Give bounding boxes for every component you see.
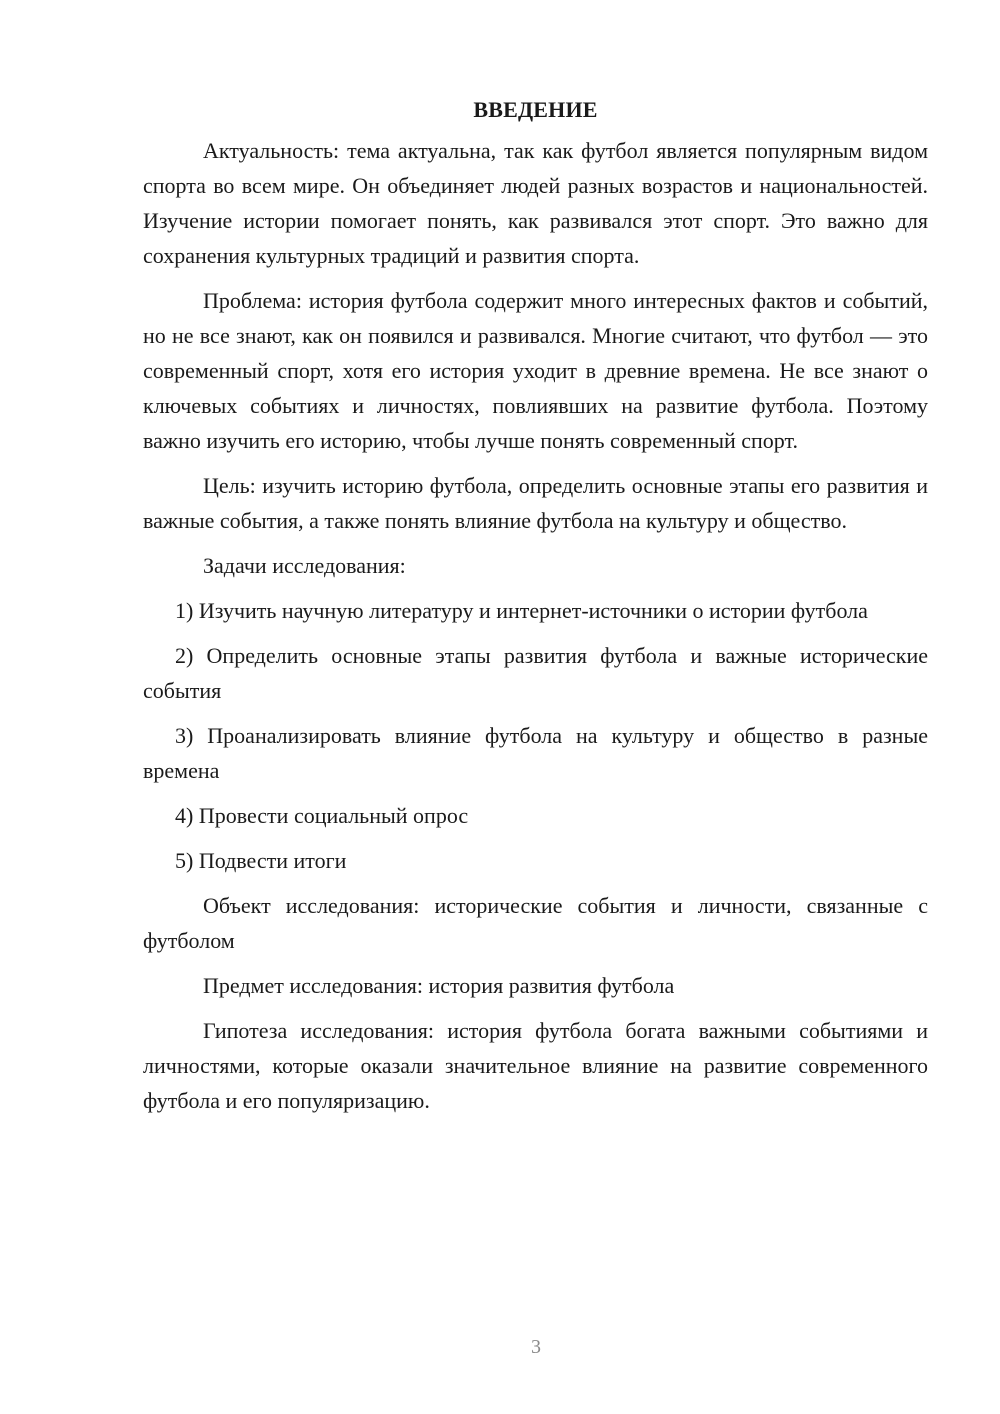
paragraph-hypothesis: Гипотеза исследования: история футбола богата важными событиями и личностями, которые оказали значительное влияние на развитие современного футбола и его популяризацию. [143, 1018, 928, 1113]
paragraph-problem: Проблема: история футбола содержит много интересных фактов и событий, но не все знают, как он появился и развивался. Многие считают, что футбол — это современный спорт, хотя его история уходит в древние времена. Не все знают о ключевых событиях и личностях, повлиявших на развитие футбола. Поэтому важно изучить его историю, чтобы лучше понять современный спорт. [143, 288, 928, 453]
paragraph-subject: Предмет исследования: история развития футбола [203, 973, 675, 998]
task-item: 5) Подвести итоги [175, 848, 347, 873]
page-number: 3 [531, 1336, 541, 1358]
section-heading: ВВЕДЕНИЕ [473, 97, 598, 122]
task-item: 2) Определить основные этапы развития футбола и важные исторические события [143, 643, 928, 703]
task-item: 1) Изучить научную литературу и интернет-источники о истории футбола [175, 598, 868, 623]
paragraph-goal: Цель: изучить историю футбола, определить основные этапы его развития и важные события, а также понять влияние футбола на культуру и общество. [143, 473, 928, 533]
paragraph-object: Объект исследования: исторические события и личности, связанные с футболом [143, 893, 928, 953]
paragraph-tasks-heading: Задачи исследования: [203, 553, 406, 578]
document-page [143, 92, 928, 1128]
task-item: 4) Провести социальный опрос [175, 803, 469, 828]
task-item: 3) Проанализировать влияние футбола на культуру и общество в разные времена [143, 723, 928, 783]
paragraph-relevance: Актуальность: тема актуальна, так как футбол является популярным видом спорта во всем мире. Он объединяет людей разных возрастов и национальностей. Изучение истории помогает понять, как развивался этот спорт. Это важно для сохранения культурных традиций и развития спорта. [143, 138, 928, 268]
